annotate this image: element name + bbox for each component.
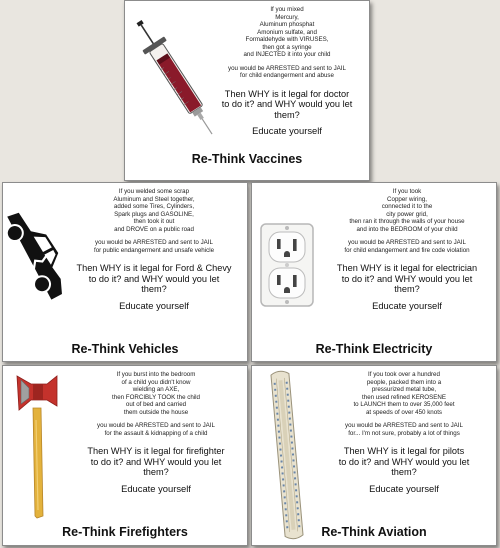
card-firefighters-penalty: you would be ARRESTED and sent to JAIL for the assault & kidnapping of a child (97, 422, 215, 437)
card-electricity-educate: Educate yourself (372, 299, 442, 311)
card-vaccines-educate: Educate yourself (252, 125, 322, 136)
airplane-fuselage-icon (256, 368, 318, 546)
card-vaccines-penalty: you would be ARRESTED and sent to JAIL for child endangerment and abuse (228, 64, 346, 79)
card-vaccines (124, 0, 370, 181)
card-firefighters-title: Re-Think Firefighters (62, 525, 188, 539)
card-vaccines-question: Then WHY is it legal for doctor to do it? and WHY would you let them? (221, 88, 353, 120)
card-firefighters (2, 365, 248, 546)
card-aviation-title: Re-Think Aviation (321, 525, 427, 539)
card-aviation-penalty: you would be ARRESTED and sent to JAIL for... I'm not sure, probably a lot of things (345, 422, 463, 437)
crashed-car-icon (5, 197, 69, 331)
card-vehicles-penalty: you would be ARRESTED and sent to JAIL for public endangerment and unsafe vehicle (93, 239, 215, 254)
card-electricity-title: Re-Think Electricity (315, 342, 433, 356)
power-outlet-icon (260, 223, 314, 311)
card-aviation-question: Then WHY is it legal for pilots to do it? and WHY would you let them? (338, 446, 470, 477)
card-vehicles-text (61, 188, 247, 311)
card-aviation-text (312, 371, 496, 494)
card-vehicles-title: Re-Think Vehicles (71, 342, 179, 356)
card-aviation-educate: Educate yourself (369, 482, 439, 494)
card-electricity-text (318, 188, 496, 311)
card-firefighters-question: Then WHY is it legal for firefighter to do it? and WHY would you let them? (87, 446, 225, 477)
card-vehicles-question: Then WHY is it legal for Ford & Chevy to do it? and WHY would you let them? (76, 263, 232, 294)
axe-icon (7, 370, 69, 524)
card-vehicles-story: If you welded some scrap Aluminum and Steel together, added some Tires, Cylinders, Spark plugs and GASOLINE, then took it out and DROVE on a public road (113, 188, 195, 233)
card-firefighters-text (65, 371, 247, 494)
card-vehicles (2, 182, 248, 362)
card-firefighters-educate: Educate yourself (121, 482, 191, 494)
card-electricity-question: Then WHY is it legal for electrician to do it? and WHY would you let them? (336, 263, 478, 294)
card-vaccines-title: Re-Think Vaccines (191, 152, 303, 166)
card-vaccines-story: If you mixed Mercury, Aluminum phosphat Amonium sulfate, and Formaldehyde with VIRUSES, then got a syringe and INJECTED it into your child (243, 6, 331, 58)
card-aviation (251, 365, 497, 546)
card-aviation-story: If you took over a hundred people, packed them into a pressurized metal tube, then used refined KEROSENE to LAUNCH them to over 35,000 feet at speeds of over 450 knots (353, 371, 455, 416)
card-electricity-penalty: you would be ARRESTED and sent to JAIL for child endangerment and fire code violation (344, 239, 470, 254)
card-firefighters-story: If you burst into the bedroom of a child you didn't know wielding an AXE, then FORCIBLY TOOK the child out of bed and carried them outside the house (112, 371, 200, 416)
card-vaccines-text (205, 6, 369, 136)
card-electricity-story: If you took Copper wiring, connected it to the city power grid, then ran it through the walls of your house and into the BEDROOM of your child (349, 188, 465, 233)
card-electricity (251, 182, 497, 362)
card-vehicles-educate: Educate yourself (119, 299, 189, 311)
